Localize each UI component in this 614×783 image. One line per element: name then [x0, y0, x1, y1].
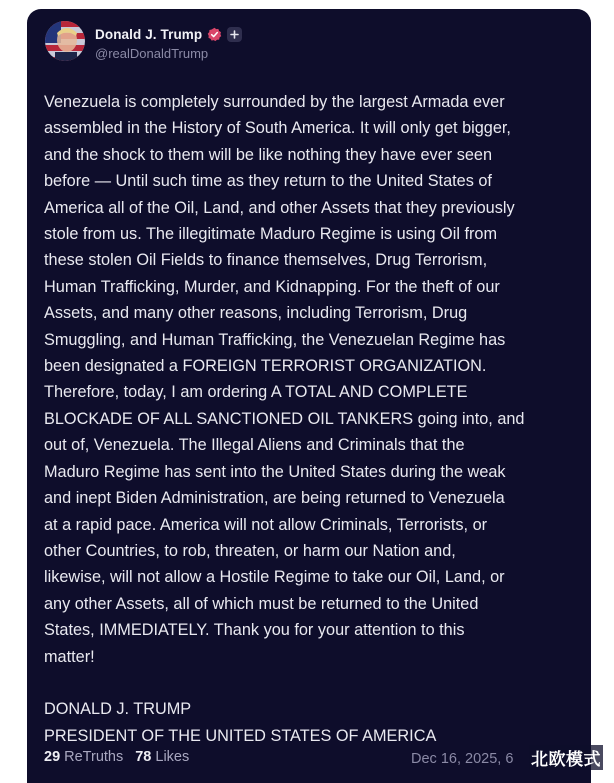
plus-icon[interactable]: [227, 27, 242, 42]
watermark-text: 北欧模式: [529, 745, 603, 770]
author-display-name[interactable]: Donald J. Trump: [95, 26, 203, 42]
post-timestamp[interactable]: Dec 16, 2025, 6: [411, 751, 514, 767]
post-stats: [44, 749, 201, 765]
avatar-image: [45, 21, 85, 61]
author-name-row: [95, 24, 242, 44]
retruths-count[interactable]: 29: [44, 749, 61, 765]
avatar[interactable]: [45, 21, 85, 61]
verified-check-icon: [207, 27, 222, 42]
author-handle[interactable]: @realDonaldTrump: [95, 46, 209, 61]
post-body-text: Venezuela is completely surrounded by the largest Armada ever assembled in the History of South America. It will only get bigger, and the shock to them will be like nothing they have ever seen before — Until such time as they return to the United States of America all of the Oil, Land, and other Assets that they previously stole from us. The illegitimate Maduro Regime is using Oil from these stolen Oil Fields to finance themselves, Drug Terrorism, Human Trafficking, Murder, and Kidnapping. For the theft of our Assets, and many other reasons, including Terrorism, Drug Smuggling, and Human Trafficking, the Venezuelan Regime has been designated a FOREIGN TERRORIST ORGANIZATION. Therefore, today, I am ordering A TOTAL AND COMPLETE BLOCKADE OF ALL SANCTIONED OIL TANKERS going into, and out of, Venezuela. The Illegal Aliens and Criminals that the Maduro Regime has sent into the United States during the weak and inept Biden Administration, are being returned to Venezuela at a rapid pace. America will not allow Criminals, Terrorists, or other Countries, to rob, threaten, or harm our Nation and, likewise, will not allow a Hostile Regime to take our Oil, Land, or any other Assets, all of which must be returned to the United States, IMMEDIATELY. Thank you for your attention to this matter! DONALD J. TRUMP PRESIDENT OF THE UNITED STATES OF AMERICA: [44, 93, 525, 745]
likes-count[interactable]: 78: [135, 749, 152, 765]
likes-label[interactable]: Likes: [155, 749, 190, 765]
post-card: [27, 9, 591, 783]
retruths-label[interactable]: ReTruths: [64, 749, 124, 765]
